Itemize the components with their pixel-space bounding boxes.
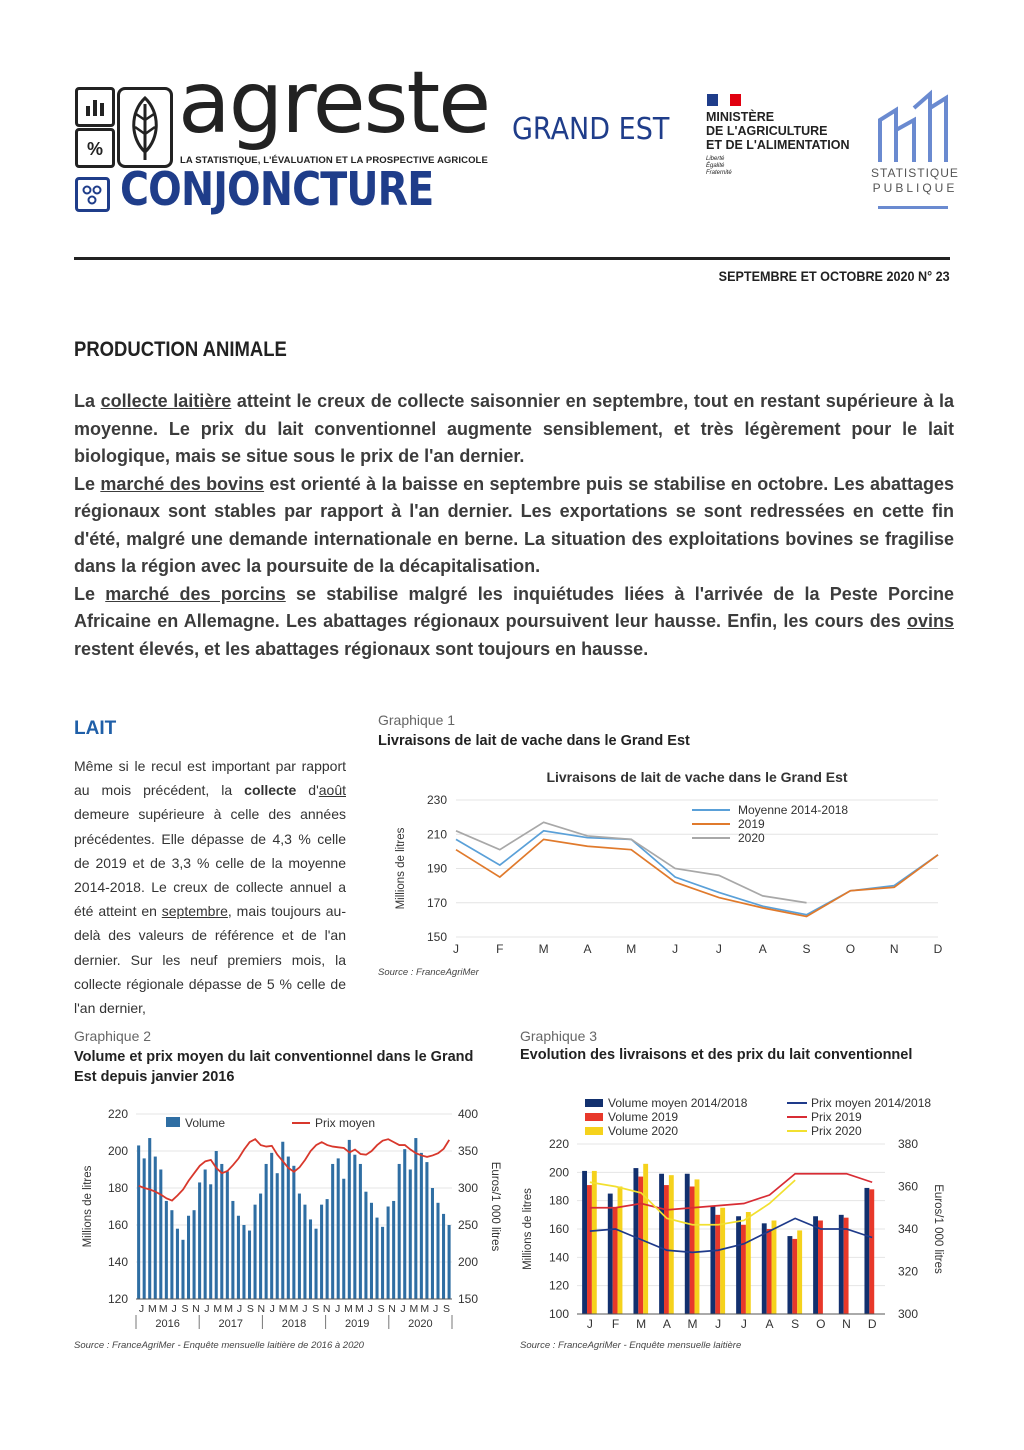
legend-label: Prix 2020 (811, 1124, 862, 1138)
section-title: PRODUCTION ANIMALE (74, 338, 287, 361)
graph1-source: Source : FranceAgriMer (378, 967, 479, 978)
link-aout[interactable]: août (318, 782, 346, 799)
volume-bar (348, 1140, 351, 1299)
intro-paragraph: Le marché des bovins est orienté à la baisse en septembre puis se stabilise en octobre. Les abattages régionaux sont stables par rapport à l'an dernier. Les exportations se sont redressées en cette fin d'été, malgré une demande internationale en berne. La situation des exploitations bovines se fragilise dans la région avec la poursuite de la décapitalisation. (74, 473, 954, 576)
marianne-flag-icon (707, 93, 741, 105)
y2-axis-label: Euros/1 000 litres (489, 1161, 501, 1252)
legend-label: Prix moyen (315, 1116, 376, 1130)
prix-line-1 (590, 1174, 872, 1210)
volume-bar (442, 1214, 445, 1299)
region-title: GRAND EST (512, 112, 670, 147)
x-tick-label: M (344, 1303, 353, 1315)
volume-bar (359, 1164, 362, 1299)
y2-tick-label: 150 (458, 1292, 479, 1306)
x-tick-label: A (758, 942, 767, 956)
volume-bar (292, 1166, 295, 1299)
x-tick-label: J (334, 1303, 341, 1315)
y-axis-label: Millions de litres (395, 827, 407, 910)
graph1-chart (378, 760, 958, 965)
volume-bar (303, 1205, 306, 1299)
x-tick-label: N (842, 1317, 851, 1331)
y-tick-label: 170 (426, 895, 447, 910)
volume-bar (204, 1170, 207, 1300)
x-tick-label: M (213, 1303, 223, 1315)
x-tick-label: J (269, 1303, 275, 1315)
x-tick-label: N (889, 942, 899, 956)
x-tick-label: N (388, 1303, 396, 1315)
x-tick-label: J (433, 1303, 439, 1315)
volume-bar (281, 1142, 284, 1299)
republic-motto: Liberté Égalité Fraternité (706, 156, 732, 176)
year-label: 2017 (218, 1318, 244, 1330)
volume-bar (231, 1201, 234, 1299)
x-tick-label: J (302, 1303, 308, 1315)
x-tick-label: M (278, 1303, 288, 1315)
x-tick-label: M (147, 1303, 157, 1315)
volume-bar (414, 1138, 417, 1299)
legend-label: Prix 2019 (811, 1110, 862, 1124)
volume-bar (193, 1210, 196, 1299)
intro-paragraph: Le marché des porcins se stabilise malgré les inquiétudes liées à l'arrivée de la Peste Porcine Africaine en Allemagne. Les abattages régionaux poursuivent leur hausse. Enfin, les cours des ovins restent élevés, et les abattages régionaux sont toujours en hausse. (74, 583, 954, 659)
volume-bar (685, 1174, 690, 1314)
volume-bar (792, 1239, 797, 1314)
volume-bar (309, 1219, 312, 1299)
x-tick-label: J (715, 942, 722, 956)
volume-bar (181, 1240, 184, 1299)
x-tick-label: M (538, 942, 549, 956)
x-tick-label: M (636, 1317, 647, 1331)
volume-bar (844, 1218, 849, 1314)
x-tick-label: J (672, 942, 679, 956)
volume-bar (425, 1162, 428, 1299)
x-tick-label: J (740, 1317, 747, 1331)
x-tick-label: D (867, 1317, 877, 1331)
volume-bar (387, 1207, 390, 1300)
volume-bar (787, 1236, 792, 1314)
volume-bar (298, 1194, 301, 1299)
year-label: 2016 (155, 1318, 180, 1330)
volume-bar (431, 1188, 434, 1299)
y2-tick-label: 300 (458, 1181, 479, 1195)
x-tick-label: J (138, 1303, 145, 1315)
lait-heading: LAIT (74, 718, 117, 739)
x-tick-label: F (496, 942, 504, 956)
link-marche-porcins[interactable]: marché des porcins (105, 583, 286, 604)
volume-bar (398, 1164, 401, 1299)
volume-bar (187, 1216, 190, 1299)
brand-tagline: LA STATISTIQUE, L'ÉVALUATION ET LA PROSPECTIVE AGRICOLE (180, 155, 488, 166)
volume-bar (695, 1179, 700, 1314)
y2-tick-label: 320 (898, 1264, 919, 1279)
legend-label: Volume 2020 (608, 1124, 679, 1138)
legend-swatch (166, 1117, 180, 1127)
x-tick-label: N (322, 1303, 331, 1315)
x-tick-label: J (715, 1317, 722, 1331)
y-tick-label: 200 (548, 1165, 569, 1180)
header-rule (74, 257, 950, 260)
y-tick-label: 220 (107, 1107, 128, 1121)
legend-label: 2020 (738, 831, 765, 845)
x-tick-label: M (420, 1303, 430, 1315)
graph3-chart (515, 1090, 960, 1338)
volume-bar (736, 1216, 741, 1314)
x-tick-label: J (204, 1303, 210, 1315)
volume-bar (209, 1184, 212, 1299)
volume-bar (170, 1210, 173, 1299)
legend-label: Volume moyen 2014/2018 (608, 1096, 748, 1110)
x-tick-label: O (816, 1317, 826, 1331)
volume-bar (746, 1212, 751, 1314)
intro-summary (74, 388, 954, 663)
y-axis-label: Millions de litres (522, 1188, 534, 1270)
volume-bar (270, 1153, 273, 1299)
volume-bar (342, 1179, 345, 1299)
volume-bar (320, 1205, 323, 1299)
x-tick-label: F (611, 1317, 620, 1331)
brand-wordmark: agreste (178, 53, 490, 153)
x-tick-label: M (626, 942, 637, 956)
y2-tick-label: 250 (458, 1218, 479, 1232)
x-tick-label: N (257, 1303, 266, 1315)
x-tick-label: M (409, 1303, 419, 1315)
y-tick-label: 150 (426, 930, 447, 944)
volume-bar (370, 1203, 373, 1299)
volume-bar (813, 1216, 818, 1314)
y-tick-label: 220 (548, 1137, 569, 1151)
volume-bar (638, 1177, 643, 1314)
statistique-publique-underline (878, 206, 948, 209)
volume-bar (226, 1171, 229, 1299)
volume-bar (613, 1208, 618, 1314)
graph3-source: Source : FranceAgriMer - Enquête mensuelle laitière (520, 1340, 742, 1351)
volume-bar (772, 1221, 777, 1315)
x-tick-label: S (377, 1303, 385, 1315)
x-tick-label: J (236, 1303, 243, 1315)
y-tick-label: 120 (548, 1278, 569, 1293)
volume-bar (797, 1230, 802, 1314)
x-tick-label: O (845, 942, 856, 956)
volume-bar (608, 1194, 613, 1314)
volume-bar (248, 1231, 251, 1299)
statistique-publique-logo-icon (876, 86, 952, 164)
x-tick-label: D (933, 942, 943, 956)
x-tick-label: S (802, 942, 811, 956)
x-tick-label: S (791, 1317, 800, 1331)
volume-bar (409, 1170, 412, 1300)
year-label: 2018 (281, 1318, 307, 1330)
legend-label: Volume 2019 (608, 1110, 679, 1124)
volume-bar (448, 1225, 451, 1299)
agreste-logo-leaf-icon (117, 87, 173, 168)
volume-bar (741, 1225, 746, 1314)
volume-bar (276, 1173, 279, 1299)
graph1-inner-title: Livraisons de lait de vache dans le Grand Est (546, 769, 848, 785)
y2-tick-label: 400 (458, 1107, 479, 1121)
volume-bar (403, 1149, 406, 1299)
legend-label: 2019 (738, 817, 765, 831)
agreste-logo-percent-icon (75, 128, 115, 168)
y-tick-label: 200 (107, 1144, 128, 1158)
y2-tick-label: 300 (898, 1307, 919, 1321)
volume-bar (715, 1215, 720, 1314)
volume-bar (159, 1170, 162, 1300)
legend-swatch (585, 1113, 603, 1121)
volume-bar (198, 1182, 201, 1299)
volume-bar (331, 1164, 334, 1299)
volume-bar (148, 1138, 151, 1299)
y-tick-label: 210 (426, 827, 447, 842)
y2-tick-label: 200 (458, 1255, 479, 1269)
intro-paragraph: La collecte laitière atteint le creux de collecte saisonnier en septembre, tout en restant supérieure à la moyenne. Le prix du lait conventionnel augmente sensiblement, et très légèrement pour le lait biologique, mais se situe sous le prix de l'an dernier. (74, 391, 955, 466)
volume-bar (592, 1171, 597, 1314)
volume-bar (643, 1164, 648, 1314)
y-tick-label: 160 (107, 1218, 128, 1232)
graph1-label: Graphique 1 (378, 712, 456, 728)
y2-tick-label: 350 (458, 1144, 479, 1158)
legend-label: Moyenne 2014-2018 (738, 803, 849, 817)
graph2-source: Source : FranceAgriMer - Enquête mensuelle laitière de 2016 à 2020 (74, 1340, 364, 1351)
volume-bar (337, 1158, 340, 1299)
x-tick-label: J (400, 1303, 406, 1315)
y-tick-label: 190 (426, 861, 447, 876)
volume-bar (315, 1229, 318, 1299)
y2-tick-label: 340 (898, 1222, 919, 1236)
volume-bar (710, 1206, 715, 1314)
x-tick-label: S (312, 1303, 320, 1315)
volume-bar (176, 1229, 179, 1299)
volume-bar (143, 1158, 146, 1299)
link-collecte-laitiere[interactable]: collecte laitière (100, 391, 232, 411)
year-label: 2019 (344, 1318, 370, 1330)
volume-bar (259, 1194, 262, 1299)
volume-bar (420, 1153, 423, 1299)
x-tick-label: M (158, 1303, 168, 1315)
x-tick-label: S (443, 1303, 451, 1315)
volume-bar (287, 1157, 290, 1299)
volume-bar (869, 1189, 874, 1314)
x-tick-label: M (289, 1303, 299, 1315)
volume-bar (215, 1151, 218, 1299)
statistique-publique-label: STATISTIQUE PUBLIQUE (871, 166, 959, 195)
x-tick-label: A (583, 942, 592, 956)
volume-bar (254, 1205, 257, 1299)
volume-bar (659, 1174, 664, 1314)
volume-bar (392, 1201, 395, 1299)
x-tick-label: S (246, 1303, 254, 1315)
y-tick-label: 120 (107, 1292, 128, 1306)
volume-bar (633, 1168, 638, 1314)
volume-bar (587, 1185, 592, 1314)
volume-bar (154, 1157, 157, 1299)
lait-paragraph: Même si le recul est important par rapport au mois précédent, la collecte d'août demeure supérieure à celle des années précédentes. Elle dépasse de 4,3 % celle de 2019 et de 3,3 % celle de la moyenne 2014-2018. Le creux de collecte annuel a été atteint en septembre, mais toujours au-delà des valeurs de référence et de l'an dernier. Sur les neuf premiers mois, la collecte régionale dépasse de 5 % celle de l'an dernier, (74, 758, 346, 1017)
y-tick-label: 180 (107, 1181, 128, 1195)
volume-bar (818, 1221, 823, 1315)
year-label: 2020 (408, 1318, 433, 1330)
y-tick-label: 140 (548, 1250, 569, 1265)
volume-bar (690, 1187, 695, 1315)
volume-bar (165, 1201, 168, 1299)
x-tick-label: S (181, 1303, 189, 1315)
y2-axis-label: Euros/1 000 litres (932, 1184, 944, 1274)
y-tick-label: 100 (548, 1307, 569, 1321)
y-tick-label: 160 (548, 1222, 569, 1236)
graph2-label: Graphique 2 (74, 1028, 152, 1044)
volume-bar (618, 1187, 623, 1315)
link-marche-bovins[interactable]: marché des bovins (100, 473, 265, 494)
series-line-1 (456, 839, 938, 916)
x-tick-label: J (171, 1303, 177, 1315)
volume-bar (237, 1216, 240, 1299)
volume-bar (381, 1227, 384, 1299)
legend-swatch (585, 1099, 603, 1107)
x-tick-label: N (192, 1303, 200, 1315)
volume-bar (767, 1229, 772, 1314)
graph2-title: Volume et prix moyen du lait conventionnel dans le Grand Est depuis janvier 2016 (74, 1049, 474, 1085)
x-tick-label: J (453, 942, 459, 956)
x-tick-label: J (367, 1303, 373, 1315)
legend-label: Prix moyen 2014/2018 (811, 1096, 932, 1110)
conjoncture-icon (75, 177, 110, 212)
issue-label: SEPTEMBRE ET OCTOBRE 2020 N° 23 (719, 268, 950, 284)
graph3-label: Graphique 3 (520, 1028, 598, 1044)
volume-bar (137, 1145, 140, 1299)
x-tick-label: J (586, 1317, 593, 1331)
graph1-title: Livraisons de lait de vache dans le Grand Est (378, 733, 690, 749)
volume-bar (326, 1199, 329, 1299)
volume-bar (353, 1155, 356, 1299)
y-tick-label: 230 (426, 793, 447, 807)
legend-swatch (585, 1127, 603, 1135)
link-septembre[interactable]: septembre (161, 903, 228, 920)
x-tick-label: M (687, 1317, 698, 1331)
x-tick-label: A (765, 1317, 774, 1331)
legend-label: Volume (185, 1116, 226, 1130)
ministry-name: MINISTÈRE DE L'AGRICULTURE ET DE L'ALIMENTATION (706, 110, 850, 152)
volume-bar (669, 1175, 674, 1314)
agreste-logo-graph-icon (75, 87, 115, 127)
volume-bar (364, 1192, 367, 1299)
volume-bar (375, 1218, 378, 1299)
y-axis-label: Millions de litres (82, 1165, 94, 1248)
y2-tick-label: 360 (898, 1179, 919, 1194)
link-ovins[interactable]: ovins (906, 611, 954, 631)
volume-bar (220, 1164, 223, 1299)
graph2-chart (74, 1096, 514, 1332)
volume-bar (864, 1188, 869, 1314)
volume-bar (242, 1225, 245, 1299)
y-tick-label: 180 (548, 1193, 569, 1208)
volume-bar (265, 1164, 268, 1299)
y2-tick-label: 380 (898, 1137, 919, 1151)
volume-bar (582, 1171, 587, 1314)
x-tick-label: M (224, 1303, 233, 1315)
y-tick-label: 140 (107, 1255, 128, 1269)
volume-bar (436, 1203, 439, 1299)
x-tick-label: A (662, 1317, 671, 1331)
graph3-title: Evolution des livraisons et des prix du lait conventionnel (520, 1047, 913, 1063)
x-tick-label: M (355, 1303, 364, 1315)
product-title: CONJONCTURE (120, 162, 434, 216)
volume-bar (762, 1223, 767, 1314)
svg-text:%: % (86, 139, 104, 159)
